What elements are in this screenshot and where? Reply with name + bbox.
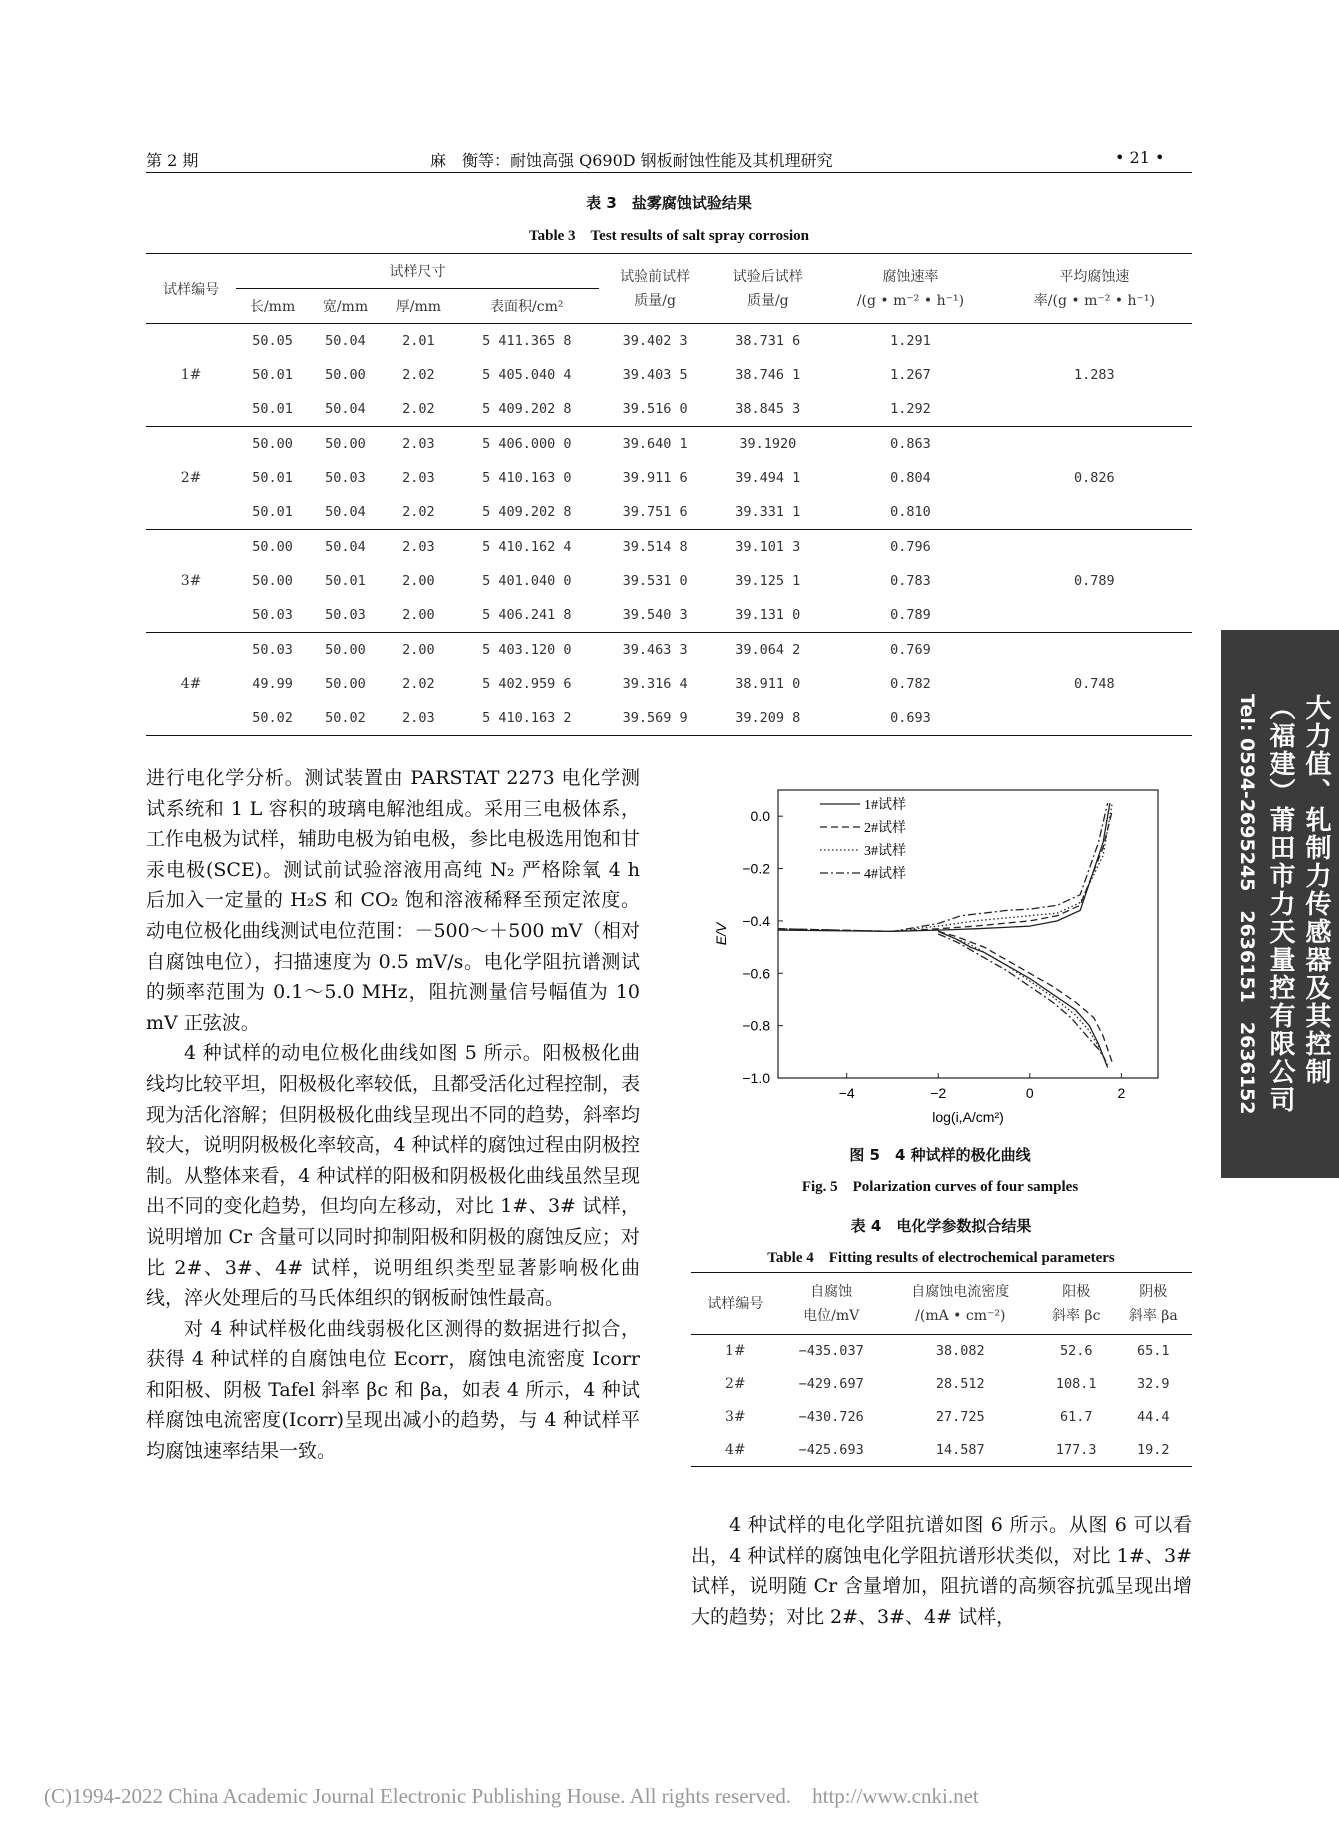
table4-header-cell: 自腐蚀 电位/mV (803, 1283, 860, 1324)
table3-caption-cn: 表 3 盐雾腐蚀试验结果 (586, 194, 752, 212)
table-cell: 50.01 (325, 573, 366, 589)
y-axis-label: E/V (713, 922, 729, 946)
y-tick-label: −0.6 (742, 965, 770, 982)
table-cell: 39.402 3 (622, 333, 688, 349)
figure5-chart (690, 770, 1190, 1130)
table4-header-cell: 阴极 斜率 βa (1128, 1283, 1178, 1324)
table4-header-cell: 试样编号 (707, 1295, 764, 1312)
table-cell: 61.7 (1059, 1409, 1093, 1425)
table-cell: 50.00 (325, 436, 366, 452)
y-tick-label: −1.0 (742, 1070, 770, 1086)
table-cell: 39.911 6 (622, 470, 688, 486)
table-cell: 2.00 (402, 607, 435, 623)
legend-label: 4#试样 (864, 867, 906, 882)
legend-label: 1#试样 (864, 798, 906, 813)
table-cell: 1# (725, 1343, 746, 1360)
table-row (691, 1434, 1192, 1467)
table-cell: 2.02 (402, 401, 435, 417)
table-cell: 39.101 3 (735, 539, 801, 555)
table4-header-cell: 自腐蚀电流密度 /(mA • cm⁻²) (911, 1283, 1010, 1324)
table-row (146, 427, 1192, 462)
y-tick-label: −0.4 (742, 912, 770, 929)
table-cell: 50.03 (252, 642, 293, 658)
table-cell: 38.082 (935, 1343, 985, 1360)
table-row (146, 324, 1192, 359)
table3-header-avg-rate: 平均腐蚀速 率/(g • m⁻² • h⁻¹) (1033, 268, 1155, 309)
table-cell: 2.03 (402, 710, 435, 726)
table3-average-rate: 1.283 (1074, 367, 1115, 383)
table-cell: 39.494 1 (735, 470, 801, 486)
table-cell: 2.03 (402, 436, 435, 452)
table-cell: 50.01 (252, 504, 293, 520)
series-cathodic-line (938, 931, 1112, 1062)
table-row (691, 1335, 1192, 1368)
table-cell: 44.4 (1137, 1409, 1170, 1425)
paragraph: 对 4 种试样极化曲线弱极化区测得的数据进行拟合，获得 4 种试样的自腐蚀电位 Ecorr，腐蚀电流密度 Icorr 和阳极、阴极 Tafel 斜率 βc 和 βa，如表 4 所示，4 种试样腐蚀电流密度(Icorr)呈现出减小的趋势，与 4 种试样平均腐蚀速率结果一致。 (146, 1317, 640, 1463)
table-cell: 50.00 (252, 539, 293, 555)
table-cell: 0.789 (890, 607, 931, 623)
table-cell: 5 409.202 8 (482, 504, 572, 520)
table4-header-cell: 阳极 斜率 βc (1052, 1283, 1101, 1324)
x-axis-label: log(i,A/cm²) (932, 1109, 1004, 1125)
table-cell: 2.02 (402, 676, 435, 692)
table-cell: 2.03 (402, 539, 435, 555)
series-anodic-line (778, 803, 1108, 931)
table-row (146, 530, 1192, 565)
table-cell: −435.037 (798, 1343, 864, 1360)
table-cell: 1.292 (890, 401, 931, 417)
table-cell: 50.02 (252, 710, 293, 726)
table-cell: −430.726 (798, 1409, 864, 1425)
table-cell: 50.04 (325, 401, 366, 417)
table3-sample-id: 3# (180, 573, 202, 589)
table3-header-area: 表面积/cm² (490, 299, 564, 315)
table-cell: 5 411.365 8 (482, 333, 572, 349)
table3-sample-id: 4# (180, 676, 202, 692)
table-cell: 39.209 8 (735, 710, 801, 726)
table-cell: 108.1 (1055, 1376, 1097, 1392)
table3-header-thickness: 厚/mm (395, 299, 442, 315)
x-tick-label: 2 (1117, 1085, 1126, 1101)
table4-caption-cn: 表 4 电化学参数拟合结果 (850, 1217, 1032, 1235)
table-cell: 0.796 (890, 539, 931, 555)
table-cell: 39.331 1 (735, 504, 801, 520)
table-cell: 14.587 (935, 1441, 985, 1458)
table-cell: 27.725 (935, 1409, 985, 1425)
series-anodic-line (778, 811, 1112, 932)
table-cell: 0.769 (890, 642, 931, 658)
y-tick-label: −0.8 (742, 1017, 770, 1034)
table-cell: 50.03 (325, 607, 366, 623)
table-cell: 32.9 (1137, 1376, 1170, 1392)
table-cell: 39.131 0 (735, 607, 801, 623)
paragraph: 4 种试样的动电位极化曲线如图 5 所示。阳极极化曲线均比较平坦，阳极极化率较低，且都受活化过程控制，表现为活化溶解；但阴极极化曲线呈现出不同的趋势，斜率均较大，说明阴极极化率较高，4 种试样的腐蚀过程由阴极控制。从整体来看，4 种试样的阳极和阴极极化曲线虽然呈现出不同的变化趋势，但均向左移动，对比 1#、3# 试样，说明增加 Cr 含量可以同时抑制阳极和阴极的腐蚀反应；对比 2#、3#、4# 试样，说明组织类型显著影响极化曲线，淬火处理后的马氏体组织的钢板耐蚀性最高。 (146, 1042, 641, 1310)
advert-line-2: （福建）莆田市力天量控有限公司 (1265, 694, 1295, 1114)
table3-sample-id: 1# (180, 367, 202, 383)
series-anodic-line (778, 803, 1110, 931)
table-cell: 50.03 (325, 470, 366, 486)
x-tick-label: −2 (930, 1085, 947, 1101)
table-cell: 3# (725, 1409, 746, 1425)
table-cell: 39.516 0 (622, 401, 688, 417)
table-cell: 4# (725, 1441, 746, 1458)
table-cell: 0.693 (890, 710, 931, 726)
table-cell: −429.697 (798, 1376, 864, 1392)
table-cell: 5 409.202 8 (482, 401, 572, 417)
table-cell: 0.810 (890, 504, 931, 520)
table-row (146, 633, 1192, 668)
figure5-caption-en: Fig. 5 Polarization curves of four samples (801, 1179, 1079, 1195)
table-cell: 5 410.163 2 (482, 710, 572, 726)
table-cell: 2.03 (402, 470, 435, 486)
y-tick-label: 0.0 (750, 808, 770, 825)
table-cell: 5 410.163 0 (482, 470, 572, 486)
table3-header-mass-after: 试验后试样 质量/g (732, 268, 803, 309)
table-cell: 19.2 (1137, 1441, 1170, 1458)
table-cell: 177.3 (1055, 1441, 1097, 1458)
table-cell: 1.267 (890, 367, 931, 383)
table-cell: −425.693 (798, 1441, 864, 1458)
table-cell: 49.99 (252, 676, 293, 692)
table-cell: 5 401.040 0 (482, 573, 572, 589)
legend-label: 3#试样 (864, 844, 906, 859)
header-rule (146, 172, 1192, 173)
table-cell: 50.01 (252, 470, 293, 486)
table-cell: 5 410.162 4 (482, 539, 572, 555)
table-cell: 39.569 9 (622, 710, 688, 726)
table-cell: 65.1 (1137, 1343, 1170, 1360)
table-cell: 38.845 3 (735, 401, 801, 417)
copyright-footer: (C)1994-2022 China Academic Journal Electronic Publishing House. All rights reserved. http://www.cnki.net (44, 1784, 979, 1808)
table-cell: 0.863 (890, 436, 931, 452)
table3-header-width: 宽/mm (322, 299, 369, 315)
table-cell: 39.316 4 (622, 676, 688, 692)
table-row (691, 1401, 1192, 1434)
series-anodic-line (778, 803, 1112, 931)
table-cell: 1.291 (890, 333, 931, 349)
table-cell: 52.6 (1059, 1343, 1093, 1360)
paragraph: 4 种试样的电化学阻抗谱如图 6 所示。从图 6 可以看出，4 种试样的腐蚀电化学阻抗谱形状类似，对比 1#、3# 试样，说明随 Cr 含量增加，阻抗谱的高频容抗弧呈现出增大的趋势；对比 2#、3#、4# 试样， (691, 1514, 1192, 1628)
x-tick-label: −4 (838, 1085, 855, 1101)
table-cell: 2.02 (402, 504, 435, 520)
series-cathodic-line (938, 931, 1107, 1067)
table-cell: 5 402.959 6 (482, 676, 572, 692)
table-cell: 0.783 (890, 573, 931, 589)
table-cell: 2.00 (402, 573, 435, 589)
table-cell: 50.05 (252, 333, 293, 349)
table-cell: 28.512 (935, 1376, 985, 1392)
table3-sample-id: 2# (180, 470, 202, 486)
x-tick-label: 0 (1025, 1085, 1034, 1101)
table-cell: 50.01 (252, 367, 293, 383)
table-cell: 50.00 (325, 642, 366, 658)
table-cell: 38.911 0 (735, 676, 801, 692)
table3-header-rate: 腐蚀速率 /(g • m⁻² • h⁻¹) (856, 268, 965, 309)
table-cell: 39.751 6 (622, 504, 688, 520)
table3 (146, 253, 1192, 736)
table-cell: 2.00 (402, 642, 435, 658)
table3-header-size: 试样尺寸 (236, 254, 599, 289)
table-cell: 50.03 (252, 607, 293, 623)
table3-header-sample: 试样编号 (163, 281, 220, 298)
advert-sidebar (1221, 630, 1339, 1178)
series-cathodic-line (938, 934, 1105, 1060)
table-cell: 50.02 (325, 710, 366, 726)
table3-header-length: 长/mm (249, 299, 296, 315)
table3-header-mass-before: 试验前试样 质量/g (620, 268, 691, 309)
advert-line-1: 大力值、轧制力传感器及其控制 (1301, 694, 1331, 1086)
header-issue: 第 2 期 (146, 151, 199, 170)
table3-average-rate: 0.748 (1074, 676, 1115, 692)
header-title: 麻 衡等：耐蚀高强 Q690D 钢板耐蚀性能及其机理研究 (430, 151, 833, 170)
table3-average-rate: 0.826 (1074, 470, 1115, 486)
table-cell: 0.804 (890, 470, 931, 486)
table4 (691, 1272, 1192, 1467)
table-cell: 2# (725, 1376, 746, 1392)
paragraph: 进行电化学分析。测试装置由 PARSTAT 2273 电化学测试系统和 1 L 容积的玻璃电解池组成。采用三电极体系，工作电极为试样，辅助电极为铂电极，参比电极选用饱和甘汞电极(SCE)。测试前试验溶液用高纯 N₂ 严格除氧 4 h 后加入一定量的 H₂S 和 CO₂ 饱和溶液稀释至预定浓度。动电位极化曲线测试电位范围：－500～＋500 mV（相对自腐蚀电位），扫描速度为 0.5 mV/s。电化学阻抗谱测试的频率范围为 0.1～5.0 MHz，阻抗测量信号幅值为 10 mV 正弦波。 (146, 767, 641, 1034)
table-cell: 39.403 5 (622, 367, 688, 383)
table4-caption-en: Table 4 Fitting results of electrochemical parameters (767, 1250, 1115, 1266)
table-cell: 5 405.040 4 (482, 367, 572, 383)
table-row (691, 1368, 1192, 1401)
right-column (691, 1510, 1192, 1632)
table-cell: 50.04 (325, 504, 366, 520)
table-cell: 39.125 1 (735, 573, 801, 589)
table3-average-rate: 0.789 (1074, 573, 1115, 589)
legend-label: 2#试样 (864, 821, 906, 836)
table-cell: 50.00 (325, 676, 366, 692)
table-cell: 39.640 1 (622, 436, 688, 452)
table-cell: 39.531 0 (622, 573, 688, 589)
table-cell: 50.04 (325, 539, 366, 555)
header-page-number: • 21 • (1115, 148, 1165, 167)
table-cell: 39.540 3 (622, 607, 688, 623)
table-cell: 2.02 (402, 367, 435, 383)
table-cell: 5 406.000 0 (482, 436, 572, 452)
table-cell: 50.00 (252, 436, 293, 452)
table-cell: 50.00 (252, 573, 293, 589)
table-cell: 0.782 (890, 676, 931, 692)
table-cell: 39.064 2 (735, 642, 801, 658)
table-cell: 39.463 3 (622, 642, 688, 658)
y-tick-label: −0.2 (742, 860, 770, 877)
series-cathodic-line (938, 931, 1107, 1065)
table-cell: 50.04 (325, 333, 366, 349)
table-cell: 5 406.241 8 (482, 607, 572, 623)
table-cell: 50.01 (252, 401, 293, 417)
table-cell: 39.1920 (739, 436, 797, 452)
table-cell: 50.00 (325, 367, 366, 383)
advert-line-3: Tel: 0594-2695245 2636151 2636152 (1236, 694, 1258, 1115)
left-column (146, 763, 640, 1467)
table-cell: 5 403.120 0 (482, 642, 572, 658)
table-cell: 39.514 8 (622, 539, 688, 555)
table-cell: 38.746 1 (735, 367, 801, 383)
table-cell: 2.01 (402, 333, 435, 349)
figure5-caption-cn: 图 5 4 种试样的极化曲线 (849, 1146, 1031, 1164)
table-cell: 38.731 6 (735, 333, 801, 349)
table3-caption-en: Table 3 Test results of salt spray corrosion (528, 228, 810, 244)
